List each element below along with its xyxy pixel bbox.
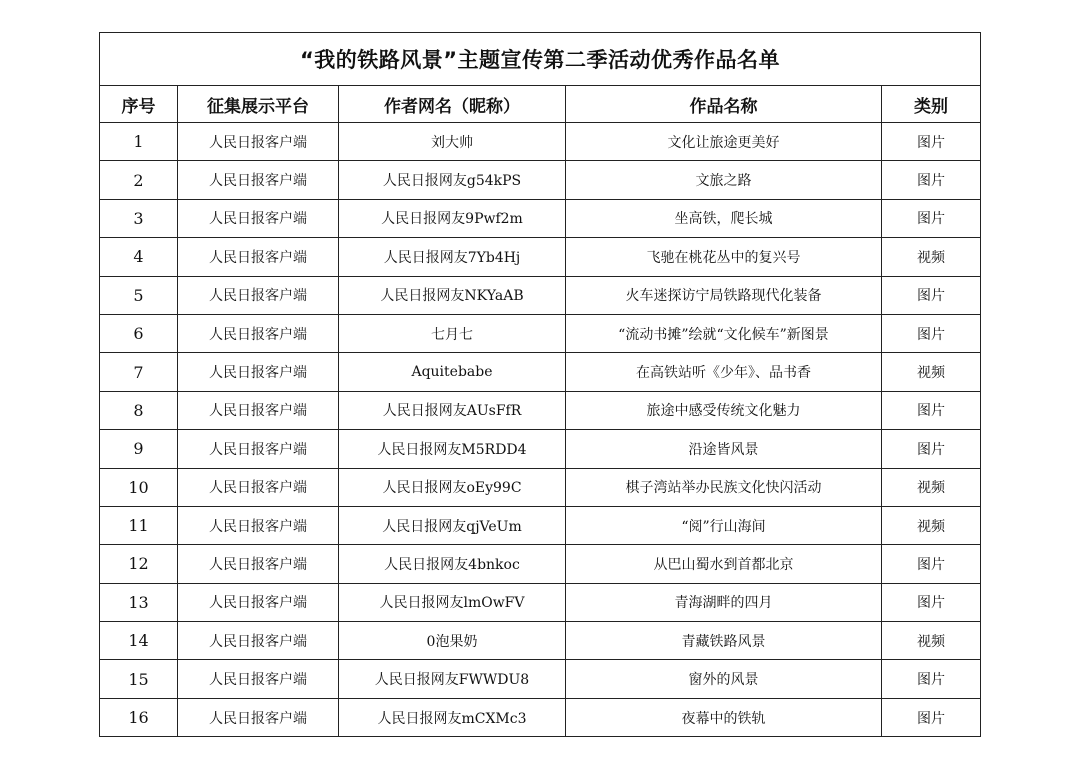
cell-platform: 人民日报客户端 xyxy=(178,660,339,698)
cell-category: 图片 xyxy=(882,391,981,429)
cell-work: 飞驰在桃花丛中的复兴号 xyxy=(566,238,882,276)
cell-work: 沿途皆风景 xyxy=(566,430,882,468)
cell-platform: 人民日报客户端 xyxy=(178,468,339,506)
table-row xyxy=(100,506,981,544)
cell-platform: 人民日报客户端 xyxy=(178,161,339,199)
cell-author: 0泡果奶 xyxy=(339,622,566,660)
cell-index: 12 xyxy=(100,545,178,583)
cell-work: 青海湖畔的四月 xyxy=(566,583,882,621)
table-row xyxy=(100,314,981,352)
cell-author: 人民日报网友M5RDD4 xyxy=(339,430,566,468)
cell-index: 3 xyxy=(100,199,178,237)
document-sheet xyxy=(99,32,980,737)
cell-category: 视频 xyxy=(882,238,981,276)
cell-author: 人民日报网友AUsFfR xyxy=(339,391,566,429)
title-row xyxy=(100,33,981,86)
table-row xyxy=(100,391,981,429)
column-header-platform: 征集展示平台 xyxy=(178,86,339,123)
cell-category: 图片 xyxy=(882,698,981,736)
table-row xyxy=(100,276,981,314)
cell-category: 视频 xyxy=(882,353,981,391)
cell-category: 视频 xyxy=(882,468,981,506)
cell-index: 6 xyxy=(100,314,178,352)
table-row xyxy=(100,238,981,276)
table-row xyxy=(100,660,981,698)
cell-author: 人民日报网友oEy99C xyxy=(339,468,566,506)
cell-work: 坐高铁，爬长城 xyxy=(566,199,882,237)
cell-author: 人民日报网友FWWDU8 xyxy=(339,660,566,698)
cell-work: 窗外的风景 xyxy=(566,660,882,698)
cell-author: 人民日报网友g54kPS xyxy=(339,161,566,199)
cell-index: 4 xyxy=(100,238,178,276)
awards-table xyxy=(99,32,981,737)
column-header-category: 类别 xyxy=(882,86,981,123)
table-row xyxy=(100,123,981,161)
cell-work: “流动书摊”绘就“文化候车”新图景 xyxy=(566,314,882,352)
cell-category: 图片 xyxy=(882,545,981,583)
cell-category: 图片 xyxy=(882,123,981,161)
cell-platform: 人民日报客户端 xyxy=(178,583,339,621)
table-row xyxy=(100,199,981,237)
cell-category: 视频 xyxy=(882,506,981,544)
cell-work: 青藏铁路风景 xyxy=(566,622,882,660)
cell-category: 图片 xyxy=(882,199,981,237)
table-row xyxy=(100,468,981,506)
cell-platform: 人民日报客户端 xyxy=(178,276,339,314)
column-header-work: 作品名称 xyxy=(566,86,882,123)
cell-work: 棋子湾站举办民族文化快闪活动 xyxy=(566,468,882,506)
cell-author: 人民日报网友9Pwf2m xyxy=(339,199,566,237)
cell-platform: 人民日报客户端 xyxy=(178,506,339,544)
table-row xyxy=(100,545,981,583)
table-row xyxy=(100,698,981,736)
cell-author: 人民日报网友lmOwFV xyxy=(339,583,566,621)
cell-category: 图片 xyxy=(882,314,981,352)
cell-author: 七月七 xyxy=(339,314,566,352)
cell-platform: 人民日报客户端 xyxy=(178,199,339,237)
cell-work: 火车迷探访宁局铁路现代化装备 xyxy=(566,276,882,314)
cell-index: 13 xyxy=(100,583,178,621)
cell-index: 11 xyxy=(100,506,178,544)
cell-work: 文化让旅途更美好 xyxy=(566,123,882,161)
cell-author: 人民日报网友7Yb4Hj xyxy=(339,238,566,276)
cell-index: 16 xyxy=(100,698,178,736)
cell-index: 8 xyxy=(100,391,178,429)
cell-author: 刘大帅 xyxy=(339,123,566,161)
cell-platform: 人民日报客户端 xyxy=(178,238,339,276)
cell-platform: 人民日报客户端 xyxy=(178,698,339,736)
cell-platform: 人民日报客户端 xyxy=(178,545,339,583)
cell-author: 人民日报网友qjVeUm xyxy=(339,506,566,544)
cell-author: 人民日报网友mCXMc3 xyxy=(339,698,566,736)
cell-index: 15 xyxy=(100,660,178,698)
cell-category: 视频 xyxy=(882,622,981,660)
column-header-index: 序号 xyxy=(100,86,178,123)
cell-platform: 人民日报客户端 xyxy=(178,622,339,660)
cell-platform: 人民日报客户端 xyxy=(178,353,339,391)
cell-category: 图片 xyxy=(882,430,981,468)
table-body xyxy=(100,123,981,737)
cell-category: 图片 xyxy=(882,583,981,621)
cell-platform: 人民日报客户端 xyxy=(178,314,339,352)
cell-work: 文旅之路 xyxy=(566,161,882,199)
cell-author: Aquitebabe xyxy=(339,353,566,391)
table-row xyxy=(100,353,981,391)
cell-index: 9 xyxy=(100,430,178,468)
cell-index: 14 xyxy=(100,622,178,660)
cell-index: 10 xyxy=(100,468,178,506)
cell-platform: 人民日报客户端 xyxy=(178,391,339,429)
cell-index: 5 xyxy=(100,276,178,314)
table-title: “我的铁路风景”主题宣传第二季活动优秀作品名单 xyxy=(100,33,981,86)
table-row xyxy=(100,430,981,468)
cell-platform: 人民日报客户端 xyxy=(178,123,339,161)
cell-work: 从巴山蜀水到首都北京 xyxy=(566,545,882,583)
cell-author: 人民日报网友4bnkoc xyxy=(339,545,566,583)
column-header-author: 作者网名（昵称） xyxy=(339,86,566,123)
table-row xyxy=(100,583,981,621)
cell-work: 旅途中感受传统文化魅力 xyxy=(566,391,882,429)
cell-index: 7 xyxy=(100,353,178,391)
cell-author: 人民日报网友NKYaAB xyxy=(339,276,566,314)
cell-platform: 人民日报客户端 xyxy=(178,430,339,468)
cell-category: 图片 xyxy=(882,660,981,698)
cell-work: 在高铁站听《少年》、品书香 xyxy=(566,353,882,391)
cell-category: 图片 xyxy=(882,276,981,314)
table-row xyxy=(100,622,981,660)
header-row xyxy=(100,86,981,123)
cell-category: 图片 xyxy=(882,161,981,199)
cell-work: “阅”行山海间 xyxy=(566,506,882,544)
cell-index: 2 xyxy=(100,161,178,199)
cell-work: 夜幕中的铁轨 xyxy=(566,698,882,736)
table-row xyxy=(100,161,981,199)
cell-index: 1 xyxy=(100,123,178,161)
